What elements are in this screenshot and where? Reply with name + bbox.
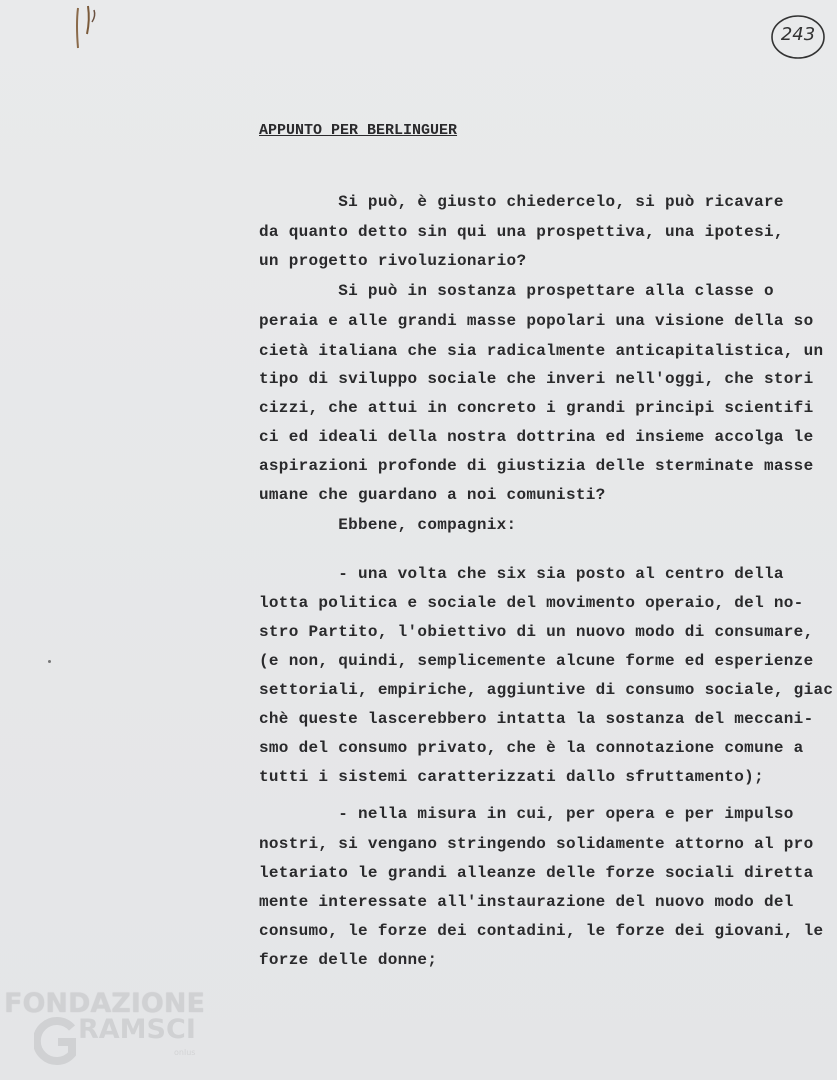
watermark-line2: RAMSCI: [78, 1014, 196, 1045]
text-line: smo del consumo privato, che è la connotazione comune a: [259, 739, 804, 757]
text-line: chè queste lascerebbero intatta la sostanza del meccani-: [259, 710, 814, 728]
fondazione-gramsci-watermark: [4, 988, 214, 1078]
text-line: stro Partito, l'obiettivo di un nuovo modo di consumare,: [259, 623, 814, 641]
gramsci-g-logo-icon: [34, 1016, 78, 1066]
text-line: peraia e alle grandi masse popolari una visione della so: [259, 312, 814, 330]
watermark-small: onlus: [174, 1048, 196, 1057]
text-line: (e non, quindi, semplicemente alcune forme ed esperienze: [259, 652, 814, 670]
text-line: letariato le grandi alleanze delle forze sociali diretta: [259, 864, 814, 882]
text-line: tipo di sviluppo sociale che inveri nell'oggi, che stori: [259, 370, 814, 388]
text-line: un progetto rivoluzionario?: [259, 252, 527, 270]
text-line: - una volta che six sia posto al centro della: [259, 565, 784, 583]
page-number: 243: [780, 24, 816, 45]
text-line: consumo, le forze dei contadini, le forze dei giovani, le: [259, 922, 824, 940]
page-number-stamp: [770, 14, 826, 60]
text-line: mente interessate all'instaurazione del nuovo modo del: [259, 893, 794, 911]
text-line: da quanto detto sin qui una prospettiva, una ipotesi,: [259, 223, 784, 241]
watermark-line1: FONDAZIONE: [4, 988, 205, 1019]
text-line: Si può in sostanza prospettare alla classe o: [259, 282, 774, 300]
text-line: cizzi, che attui in concreto i grandi principi scientifi: [259, 399, 814, 417]
text-line: nostri, si vengano stringendo solidamente attorno al pro: [259, 835, 814, 853]
text-line: tutti i sistemi caratterizzati dallo sfruttamento);: [259, 768, 764, 786]
text-line: Ebbene, compagnix:: [259, 516, 517, 534]
text-line: Si può, è giusto chiedercelo, si può ricavare: [259, 193, 784, 211]
binding-hole-mark: [72, 4, 102, 52]
text-line: settoriali, empiriche, aggiuntive di consumo sociale, giac: [259, 681, 834, 699]
text-line: cietà italiana che sia radicalmente anticapitalistica, un: [259, 342, 824, 360]
text-line: umane che guardano a noi comunisti?: [259, 486, 606, 504]
scan-speck: [48, 660, 51, 663]
document-title: APPUNTO PER BERLINGUER: [259, 122, 458, 139]
text-line: forze delle donne;: [259, 951, 438, 969]
text-line: lotta politica e sociale del movimento operaio, del no-: [259, 594, 804, 612]
text-line: - nella misura in cui, per opera e per impulso: [259, 805, 794, 823]
text-line: ci ed ideali della nostra dottrina ed insieme accolga le: [259, 428, 814, 446]
text-line: aspirazioni profonde di giustizia delle sterminate masse: [259, 457, 814, 475]
